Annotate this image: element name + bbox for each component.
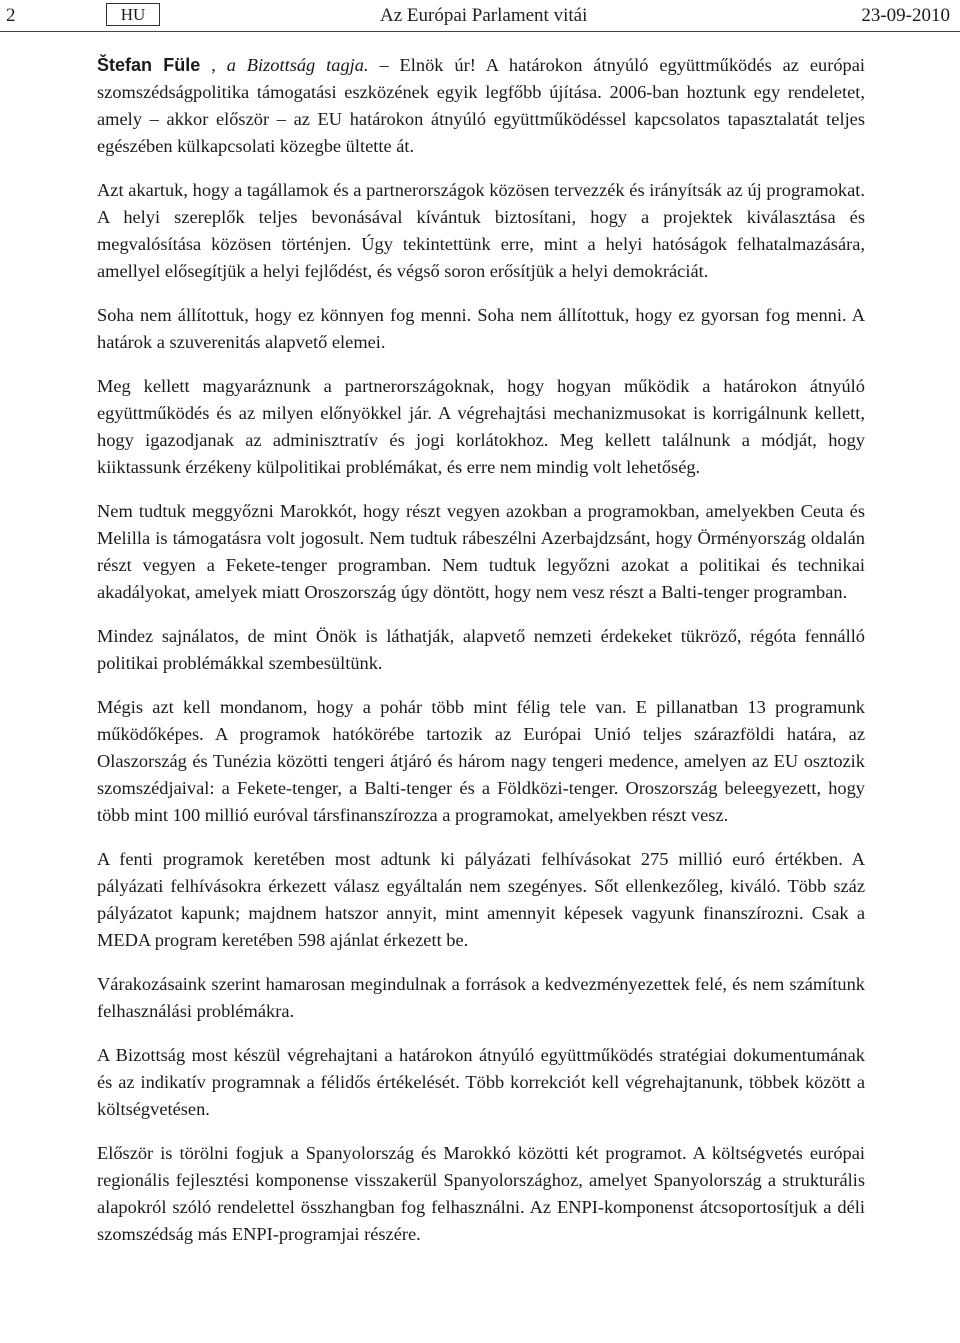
paragraph-5: Mindez sajnálatos, de mint Önök is láthatják, alapvető nemzeti érdekeket tükröző, régóta fennálló politikai problémákkal szembesültünk. <box>97 626 865 673</box>
paragraph-6: Mégis azt kell mondanom, hogy a pohár több mint félig tele van. E pillanatban 13 programunk működőképes. A programok hatókörébe tartozik az Európai Unió teljes szárazföldi határa, az Olaszország és Tunézia közötti tengeri átjáró és három nagy tengeri medence, amelyen az EU osztozik szomszédjaival: a Fekete-tenger, a Balti-tenger és a Földközi-tenger. Oroszország beleegyezett, hogy több mint 100 millió euróval társfinanszírozza a programokat, amelyekben részt vesz. <box>97 697 865 825</box>
document-title: Az Európai Parlament vitái <box>380 5 588 26</box>
paragraph-8: Várakozásaink szerint hamarosan megindulnak a források a kedvezményezettek felé, és nem számítunk felhasználási problémákra. <box>97 974 865 1021</box>
page-header <box>0 0 960 32</box>
intro-paragraph <box>97 52 865 160</box>
document-date: 23-09-2010 <box>861 5 950 26</box>
document-body <box>97 52 865 1265</box>
paragraph-10: Először is törölni fogjuk a Spanyolország és Marokkó közötti két programot. A költségvetés európai regionális fejlesztési komponense visszakerül Spanyolországhoz, amelyet Spanyolország a strukturális alapokról szóló rendelettel összhangban fog felhasználni. Az ENPI-komponenst átcsoportosítjuk a déli szomszédság más ENPI-programjai részére. <box>97 1143 865 1244</box>
page-number: 2 <box>6 5 16 26</box>
paragraph-9: A Bizottság most készül végrehajtani a határokon átnyúló együttműködés stratégiai dokumentumának és az indikatív programnak a félidős értékelését. Több korrekciót kell végrehajtanunk, többek között a költségvetésen. <box>97 1045 865 1119</box>
speaker-role: a Bizottság tagja. <box>226 55 369 75</box>
paragraph-4: Nem tudtuk meggyőzni Marokkót, hogy részt vegyen azokban a programokban, amelyekben Ceuta és Melilla is támogatásra volt jogosult. Nem tudtuk rábeszélni Azerbajdzsánt, hogy Örményország oldalán részt vegyen a Fekete-tenger programban. Nem tudtuk legyőzni azokat a politikai és technikai akadályokat, amelyek miatt Oroszország úgy döntött, hogy nem vesz részt a Balti-tenger programban. <box>97 501 865 602</box>
paragraph-2: Soha nem állítottuk, hogy ez könnyen fog menni. Soha nem állítottuk, hogy ez gyorsan fog menni. A határok a szuverenitás alapvető elemei. <box>97 305 865 352</box>
speaker-separator: , <box>200 55 227 75</box>
intro-text: – Elnök úr! A határokon átnyúló együttműködés az európai szomszédságpolitika támogatási eszközének egyik legfőbb újítása. 2006-ban hoztunk egy rendeletet, amely – akkor először – az EU határokon átnyúló együttműködéssel kapcsolatos tapasztalatát teljes egészében külkapcsolati közegbe ültette át. <box>97 55 865 156</box>
paragraph-7: A fenti programok keretében most adtunk ki pályázati felhívásokat 275 millió euró értékben. A pályázati felhívásokra érkezett válasz egyáltalán nem szegényes. Sőt ellenkezőleg, kiváló. Több száz pályázatot kapunk; majdnem hatszor annyit, mint amennyit képesek vagyunk finanszírozni. Csak a MEDA program keretében 598 ajánlat érkezett be. <box>97 849 865 950</box>
language-code-box: HU <box>106 3 160 26</box>
speaker-name: Štefan Füle <box>97 55 201 75</box>
paragraph-1: Azt akartuk, hogy a tagállamok és a partnerországok közösen tervezzék és irányítsák az új programokat. A helyi szereplők teljes bevonásával kívántuk biztosítani, hogy a projektek kiválasztása és megvalósítása közösen történjen. Úgy tekintettünk erre, mint a helyi hatóságok felhatalmazására, amellyel elősegítjük a helyi fejlődést, és végső soron erősítjük a helyi demokráciát. <box>97 180 865 281</box>
paragraph-3: Meg kellett magyaráznunk a partnerországoknak, hogy hogyan működik a határokon átnyúló együttműködés és az milyen előnyökkel jár. A végrehajtási mechanizmusokat is korrigálnunk kellett, hogy igazodjanak az adminisztratív és jogi korlátokhoz. Meg kellett találnunk a módját, hogy kiiktassunk érzékeny külpolitikai problémákat, és erre nem mindig volt lehetőség. <box>97 376 865 477</box>
